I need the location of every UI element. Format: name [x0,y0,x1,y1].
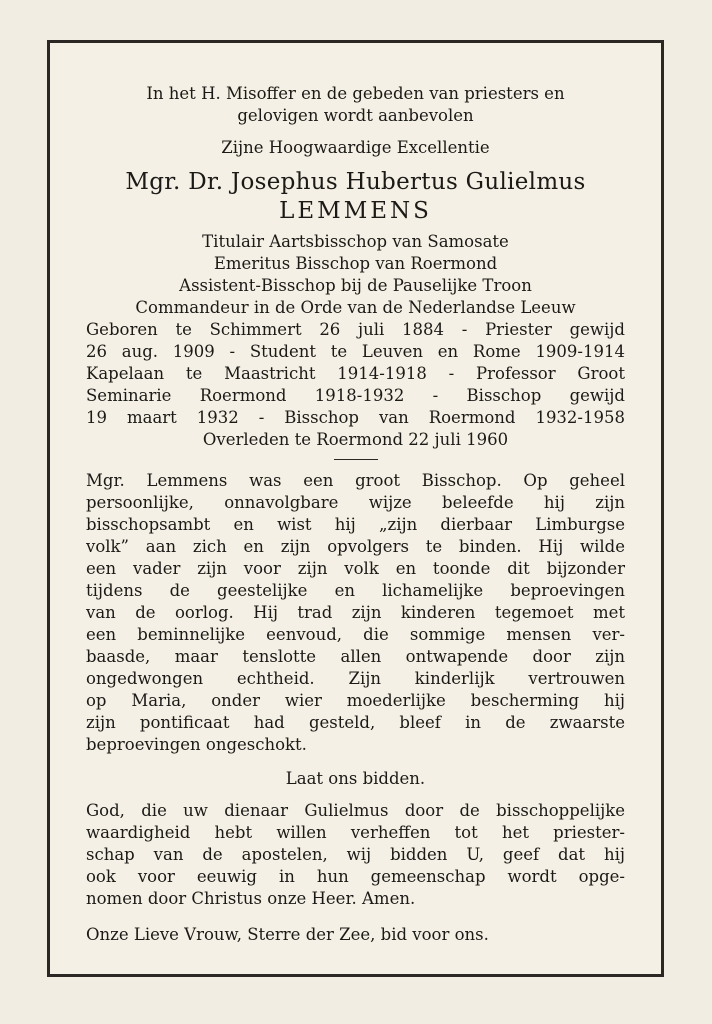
bio-line: 19 maart 1932 - Bisschop van Roermond 1932-1958 [86,408,625,427]
eulogy-line: beproevingen ongeschokt. [86,735,307,754]
eulogy-line: een beminnelijke eenvoud, die sommige mensen ver- [86,625,625,644]
prayer-line: schap van de apostelen, wij bidden U, geef dat hij [86,845,625,864]
titles-list [86,231,625,319]
eulogy-line: zijn pontificaat had gesteld, bleef in de zwaarste [86,713,625,732]
bio-line: Seminarie Roermond 1918-1932 - Bisschop gewijd [86,386,625,405]
closing-line: Onze Lieve Vrouw, Sterre der Zee, bid voor ons. [86,925,489,944]
title-line: Titulair Aartsbisschop van Samosate [202,232,509,251]
card-content [86,83,625,946]
eulogy-line: volk” aan zich en zijn opvolgers te binden. Hij wilde [86,537,625,556]
eulogy-line: baasde, maar tenslotte allen ontwapende door zijn [86,647,625,666]
bio-line: Geboren te Schimmert 26 juli 1884 - Priester gewijd [86,320,625,339]
bio-line: 26 aug. 1909 - Student te Leuven en Rome 1909-1914 [86,342,625,361]
eulogy-line: een vader zijn voor zijn volk en toonde dit bijzonder [86,559,625,578]
eulogy-line: tijdens de geestelijke en lichamelijke beproevingen [86,581,625,600]
prayer-line: God, die uw dienaar Gulielmus door de bisschoppelijke [86,801,625,820]
surname: LEMMENS [279,198,432,224]
bio-line: Kapelaan te Maastricht 1914-1918 - Professor Groot [86,364,625,383]
biography [86,319,625,429]
title-line: Commandeur in de Orde van de Nederlandse Leeuw [135,298,576,317]
full-name: Mgr. Dr. Josephus Hubertus Gulielmus [125,169,586,195]
eulogy-line: ongedwongen echtheid. Zijn kinderlijk vertrouwen [86,669,625,688]
eulogy [86,470,625,756]
eulogy-line: persoonlijke, onnavolgbare wijze beleefde hij zijn [86,493,625,512]
eulogy-line: bisschopsambt en wist hij „zijn dierbaar Limburgse [86,515,625,534]
eulogy-line: Mgr. Lemmens was een groot Bisschop. Op geheel [86,471,625,490]
eulogy-line: van de oorlog. Hij trad zijn kinderen tegemoet met [86,603,625,622]
title-line: Assistent-Bisschop bij de Pauselijke Troon [179,276,532,295]
eulogy-line: op Maria, onder wier moederlijke bescherming hij [86,691,625,710]
prayer-line: waardigheid hebt willen verheffen tot het priester- [86,823,625,842]
prayer-line: ook voor eeuwig in hun gemeenschap wordt opge- [86,867,625,886]
prayer-line: nomen door Christus onze Heer. Amen. [86,889,416,908]
divider [334,459,378,460]
death-line: Overleden te Roermond 22 juli 1960 [202,430,509,449]
prayer-heading: Laat ons bidden. [285,769,426,788]
intro-line: In het H. Misoffer en de gebeden van priesters en [146,84,565,103]
closing-invocation [86,924,625,946]
intro-text [86,83,625,127]
memorial-card [47,40,664,977]
title-line: Emeritus Bisschop van Roermond [213,254,498,273]
honorific: Zijne Hoogwaardige Excellentie [221,138,490,157]
intro-line: gelovigen wordt aanbevolen [237,106,474,125]
prayer [86,800,625,910]
